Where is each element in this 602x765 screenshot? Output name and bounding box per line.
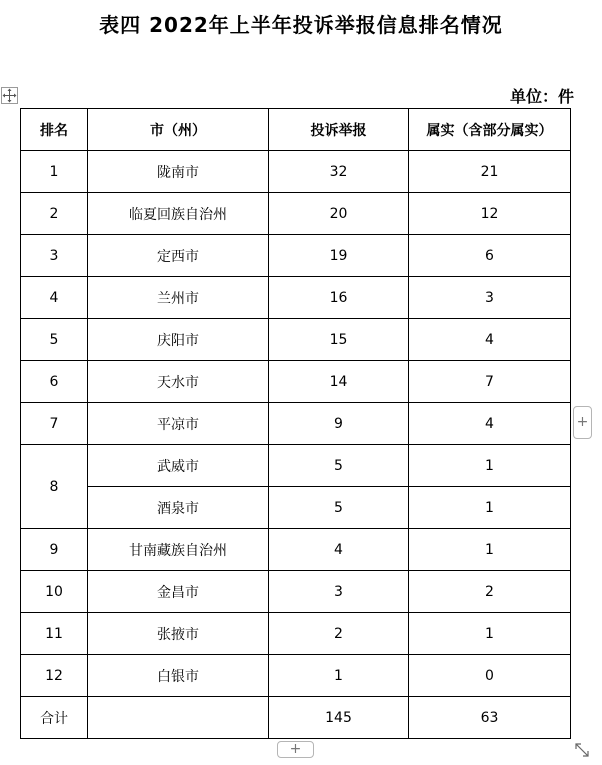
verified-cell[interactable]: 1 (409, 613, 571, 655)
complaints-cell[interactable]: 9 (269, 403, 409, 445)
verified-cell[interactable]: 1 (409, 529, 571, 571)
verified-cell[interactable]: 0 (409, 655, 571, 697)
rank-cell[interactable]: 6 (21, 361, 88, 403)
verified-cell[interactable]: 4 (409, 403, 571, 445)
total-city-cell[interactable] (88, 697, 269, 739)
header-verified: 属实（含部分属实） (409, 109, 571, 151)
verified-cell[interactable]: 2 (409, 571, 571, 613)
city-cell[interactable]: 白银市 (88, 655, 269, 697)
rank-cell[interactable]: 1 (21, 151, 88, 193)
table-row (21, 361, 571, 403)
resize-diagonal-icon (573, 741, 591, 759)
total-row (21, 697, 571, 739)
complaints-cell[interactable]: 14 (269, 361, 409, 403)
move-arrows-icon (2, 88, 17, 103)
complaints-cell[interactable]: 32 (269, 151, 409, 193)
header-complaints: 投诉举报 (269, 109, 409, 151)
rank-cell[interactable]: 7 (21, 403, 88, 445)
table-resize-handle[interactable] (573, 741, 591, 759)
rank-cell[interactable]: 5 (21, 319, 88, 361)
rank-cell[interactable]: 2 (21, 193, 88, 235)
city-cell[interactable]: 酒泉市 (88, 487, 269, 529)
complaints-cell[interactable]: 15 (269, 319, 409, 361)
unit-label: 单位：件 (509, 87, 574, 106)
table-row (21, 319, 571, 361)
table-row (21, 655, 571, 697)
table-move-handle[interactable] (1, 87, 18, 104)
verified-cell[interactable]: 7 (409, 361, 571, 403)
rank-cell[interactable]: 10 (21, 571, 88, 613)
verified-cell[interactable]: 1 (409, 445, 571, 487)
city-cell[interactable]: 平凉市 (88, 403, 269, 445)
complaints-cell[interactable]: 19 (269, 235, 409, 277)
city-cell[interactable]: 庆阳市 (88, 319, 269, 361)
table-header-row (21, 109, 571, 151)
city-cell[interactable]: 临夏回族自治州 (88, 193, 269, 235)
rank-cell[interactable]: 9 (21, 529, 88, 571)
complaints-cell[interactable]: 5 (269, 487, 409, 529)
table-row (21, 613, 571, 655)
header-rank: 排名 (21, 109, 88, 151)
city-cell[interactable]: 甘南藏族自治州 (88, 529, 269, 571)
complaints-cell[interactable]: 2 (269, 613, 409, 655)
city-cell[interactable]: 金昌市 (88, 571, 269, 613)
table-row (21, 571, 571, 613)
table-row (21, 277, 571, 319)
city-cell[interactable]: 天水市 (88, 361, 269, 403)
rank-cell[interactable]: 8 (21, 445, 88, 529)
ranking-table (20, 108, 571, 739)
rank-cell[interactable]: 3 (21, 235, 88, 277)
table-row (21, 445, 571, 487)
verified-cell[interactable]: 1 (409, 487, 571, 529)
table-row (21, 235, 571, 277)
verified-cell[interactable]: 3 (409, 277, 571, 319)
verified-cell[interactable]: 4 (409, 319, 571, 361)
verified-cell[interactable]: 21 (409, 151, 571, 193)
city-cell[interactable]: 定西市 (88, 235, 269, 277)
table-row (21, 529, 571, 571)
table-row (21, 193, 571, 235)
city-cell[interactable]: 武威市 (88, 445, 269, 487)
header-city: 市（州） (88, 109, 269, 151)
complaints-cell[interactable]: 3 (269, 571, 409, 613)
verified-cell[interactable]: 12 (409, 193, 571, 235)
complaints-cell[interactable]: 16 (269, 277, 409, 319)
total-complaints-cell[interactable]: 145 (269, 697, 409, 739)
complaints-cell[interactable]: 1 (269, 655, 409, 697)
city-cell[interactable]: 张掖市 (88, 613, 269, 655)
rank-cell[interactable]: 11 (21, 613, 88, 655)
rank-cell[interactable]: 4 (21, 277, 88, 319)
add-row-button[interactable]: + (277, 741, 314, 758)
total-verified-cell[interactable]: 63 (409, 697, 571, 739)
total-label-cell[interactable]: 合计 (21, 697, 88, 739)
complaints-cell[interactable]: 5 (269, 445, 409, 487)
city-cell[interactable]: 陇南市 (88, 151, 269, 193)
city-cell[interactable]: 兰州市 (88, 277, 269, 319)
rank-cell[interactable]: 12 (21, 655, 88, 697)
document-title: 表四 2022年上半年投诉举报信息排名情况 (99, 13, 503, 37)
complaints-cell[interactable]: 4 (269, 529, 409, 571)
add-column-button[interactable]: + (573, 406, 592, 439)
table-row (21, 487, 571, 529)
table-row (21, 403, 571, 445)
complaints-cell[interactable]: 20 (269, 193, 409, 235)
verified-cell[interactable]: 6 (409, 235, 571, 277)
table-row (21, 151, 571, 193)
